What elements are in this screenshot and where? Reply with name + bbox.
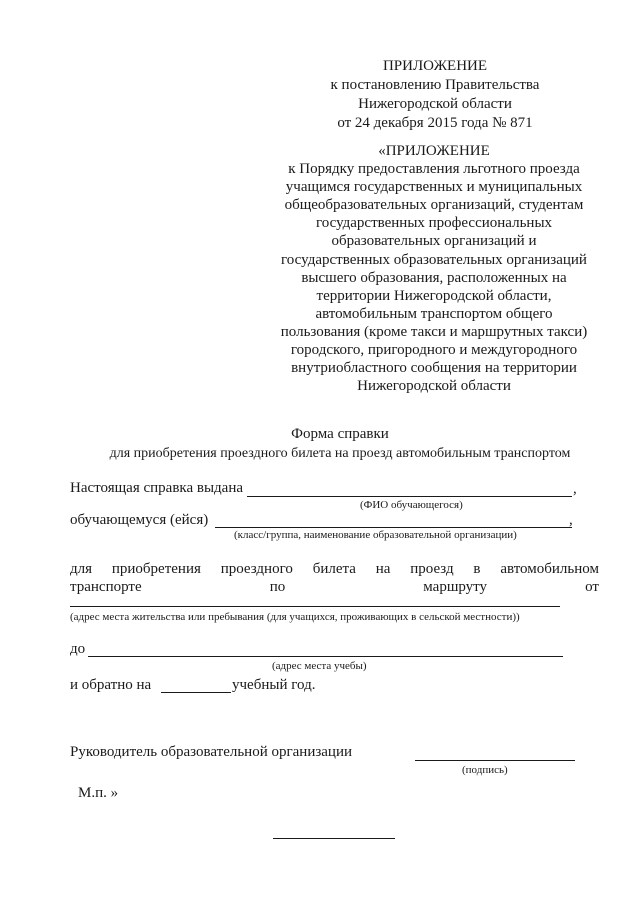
appendix-line: государственных образовательных организаций	[281, 251, 587, 268]
word: проездного	[220, 561, 293, 577]
word: по	[269, 579, 286, 595]
header-line: Нижегородской области	[358, 96, 512, 112]
appendix-line: автомобильным транспортом общего	[315, 305, 553, 322]
header-block	[300, 57, 570, 133]
form-subtitle: для приобретения проездного билета на проезд автомобильным транспортом	[109, 446, 571, 461]
word: транспорте	[70, 579, 142, 595]
signature-fill-line	[415, 760, 575, 761]
class-caption: (класс/группа, наименование образовательной организации)	[234, 529, 517, 541]
appendix-line: территории Нижегородской области,	[316, 287, 552, 304]
issued-to-label: Настоящая справка выдана	[70, 480, 244, 496]
head-label: Руководитель образовательной организации	[70, 744, 353, 760]
appendix-line: высшего образования, расположенных на	[301, 269, 567, 286]
address-fill-line	[70, 606, 560, 607]
word: маршруту	[423, 579, 488, 595]
appendix-line: образовательных организаций и	[331, 233, 537, 250]
appendix-line: городского, пригородного и междугородного	[290, 342, 578, 359]
header-line: от 24 декабря 2015 года № 871	[337, 115, 533, 131]
appendix-line: «ПРИЛОЖЕНИЕ	[378, 143, 490, 159]
appendix-line: общеобразовательных организаций, студентам	[284, 197, 584, 214]
stamp-label: М.п. »	[78, 785, 119, 801]
word: на	[375, 561, 391, 577]
study-fill-line	[88, 656, 563, 657]
appendix-line: внутриобластного сообщения на территории	[291, 360, 577, 377]
address-caption: (адрес места жительства или пребывания (для учащихся, проживающих в сельской местности))	[70, 611, 520, 623]
word: от	[585, 579, 599, 595]
appendix-line: пользования (кроме такси и маршрутных такси)	[280, 323, 588, 340]
form-title: Форма справки	[291, 426, 389, 442]
appendix-line: Нижегородской области	[357, 378, 511, 395]
word: проезд	[410, 561, 454, 577]
return-suffix: учебный год.	[232, 677, 316, 693]
appendix-line: учащимся государственных и муниципальных	[285, 179, 583, 196]
class-fill-line	[215, 527, 572, 528]
appendix-line: к Порядку предоставления льготного проезда	[288, 161, 580, 178]
purpose-row-1	[70, 561, 599, 578]
comma: ,	[573, 481, 577, 497]
word: для	[70, 561, 93, 577]
student-label: обучающемуся (ейся)	[70, 512, 209, 528]
closing-rule	[273, 838, 395, 839]
word: автомобильном	[500, 561, 599, 577]
header-line: к постановлению Правительства	[330, 77, 540, 93]
study-caption: (адрес места учебы)	[272, 660, 367, 672]
fio-fill-line	[247, 496, 572, 497]
purpose-row-2	[70, 579, 599, 596]
comma: ,	[569, 512, 573, 528]
word: в	[473, 561, 481, 577]
appendix-block	[264, 142, 604, 395]
year-fill-line	[161, 692, 231, 693]
header-line: ПРИЛОЖЕНИЕ	[382, 58, 488, 74]
word: билета	[312, 561, 356, 577]
return-prefix: и обратно на	[70, 677, 152, 693]
fio-caption: (ФИО обучающегося)	[360, 499, 463, 511]
appendix-line: государственных профессиональных	[315, 215, 553, 232]
to-label: до	[70, 641, 86, 657]
signature-caption: (подпись)	[462, 764, 508, 776]
word: приобретения	[111, 561, 201, 577]
